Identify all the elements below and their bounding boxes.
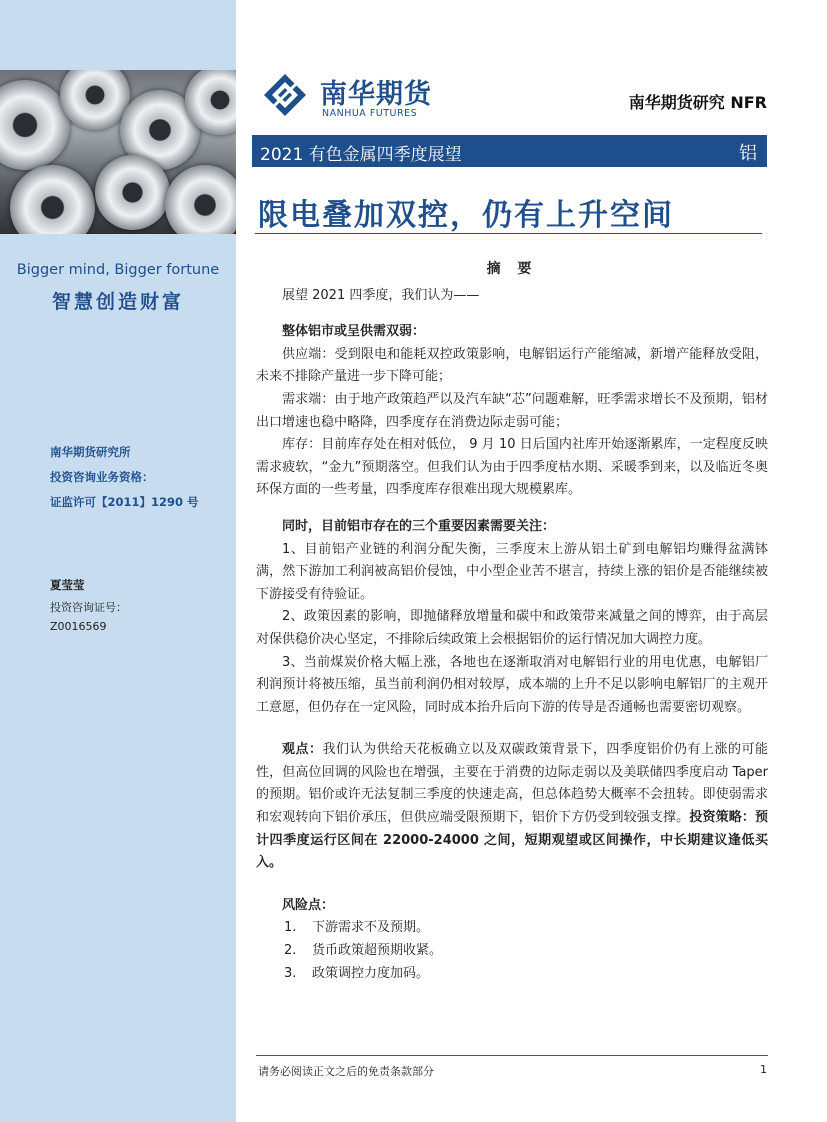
section-2-title: 同时，目前铝市存在的三个重要因素需要关注： bbox=[282, 518, 556, 534]
nanhua-logo-icon bbox=[262, 72, 308, 118]
disclaimer-note: 请务必阅读正文之后的免责条款部分 bbox=[258, 1065, 434, 1078]
analyst-cert-label: 投资咨询证号： bbox=[50, 601, 127, 614]
brand-label: 南华期货研究 NFR bbox=[628, 93, 767, 112]
demand-paragraph: 需求端：由于地产政策趋严以及汽车缺“芯”问题难解，旺季需求增长不及预期，铝材出口增速也稳中略降，四季度存在消费边际走弱可能； bbox=[256, 391, 768, 430]
risk-item-number: 3. bbox=[284, 965, 297, 981]
view-text: 我们认为供给天花板确立以及双碳政策背景下，四季度铝价仍有上涨的可能性，但高位回调的风险也在增强，主要在于消费的边际走弱以及美联储四季度启动 Taper 的预期。铝价或许无法复制三季度的快速走高，但总体趋势大概率不会扭转。即使弱需求和宏观转向下铝价承压，但供应端受限预期下，铝价下方仍受到较强支撑。 bbox=[256, 742, 768, 826]
company-logo bbox=[262, 70, 462, 122]
view-label: 观点： bbox=[282, 742, 323, 758]
section-1-title: 整体铝市或呈供需双弱： bbox=[282, 324, 426, 340]
footer-divider bbox=[256, 1055, 768, 1056]
risk-title: 风险点： bbox=[282, 897, 335, 913]
analyst-name: 夏莹莹 bbox=[50, 578, 85, 592]
logo-english-text: NANHUA FUTURES bbox=[322, 108, 418, 119]
qualification-label: 投资咨询业务资格： bbox=[50, 470, 154, 484]
sidebar bbox=[0, 0, 236, 1122]
strategy-label: 投资策略： bbox=[689, 810, 755, 826]
risk-item-text: 货币政策超预期收紧。 bbox=[312, 943, 443, 959]
risk-item-text: 下游需求不及预期。 bbox=[312, 920, 430, 936]
risk-item-text: 政策调控力度加码。 bbox=[312, 965, 430, 981]
page-number: 1 bbox=[760, 1063, 767, 1076]
risk-item bbox=[256, 940, 768, 963]
factor-2-paragraph: 2、政策因素的影响，即抛储释放增量和碳中和政策带来减量之间的博弈，由于高层对保供稳价决心坚定，不排除后续政策上会根据铝价的运行情况加大调控力度。 bbox=[256, 609, 768, 647]
institute-name: 南华期货研究所 bbox=[50, 445, 131, 459]
title-divider bbox=[255, 233, 762, 234]
risk-item-number: 1. bbox=[284, 920, 297, 936]
commodity-label: 铝 bbox=[739, 143, 757, 164]
abstract-section bbox=[256, 258, 768, 985]
license-number: 证监许可【2011】1290 号 bbox=[50, 495, 199, 509]
logo-chinese-text: 南华期货 bbox=[320, 79, 432, 110]
view-paragraph bbox=[256, 739, 768, 875]
report-banner bbox=[252, 135, 767, 167]
analyst-cert-number: Z0016569 bbox=[50, 620, 107, 633]
page-title: 限电叠加双控，仍有上升空间 bbox=[258, 198, 674, 233]
factor-1-paragraph: 1、目前铝产业链的利润分配失衡，三季度末上游从铝土矿到电解铝均赚得盆满钵满，然下游加工利润被高铝价侵蚀，中小型企业苦不堪言，持续上涨的铝价是否能继续被下游接受有待验证。 bbox=[256, 541, 768, 602]
abstract-intro: 展望 2021 四季度，我们认为—— bbox=[282, 287, 480, 303]
abstract-title: 摘 要 bbox=[486, 261, 538, 277]
tagline-english: Bigger mind, Bigger fortune bbox=[16, 262, 220, 278]
risk-list bbox=[256, 917, 768, 985]
risk-item bbox=[256, 917, 768, 940]
strategy-text: 预计四季度运行区间在 22000-24000 之间，短期观望或区间操作，中长期建议逢低买入。 bbox=[256, 810, 768, 871]
tagline-chinese: 智慧创造财富 bbox=[51, 291, 184, 313]
risk-item-number: 2. bbox=[284, 943, 297, 959]
inventory-paragraph: 库存：目前库存处在相对低位， 9 月 10 日后国内社库开始逐渐累库，一定程度反映需求疲软，“金九”预期落空。但我们认为由于四季度枯水期、采暖季到来，以及临近冬奥环保方面的一些考量，四季度库存很难出现大规模累库。 bbox=[256, 437, 768, 498]
report-series-title: 2021 有色金属四季度展望 bbox=[260, 145, 462, 165]
supply-paragraph: 供应端：受到限电和能耗双控政策影响，电解铝运行产能缩减，新增产能释放受阻，未来不排除产量进一步下降可能； bbox=[256, 346, 768, 385]
aluminum-coils-photo bbox=[0, 70, 236, 234]
factor-3-paragraph: 3、当前煤炭价格大幅上涨，各地也在逐渐取消对电解铝行业的用电优惠，电解铝厂利润预计将被压缩，虽当前利润仍相对较厚，成本端的上升不足以影响电解铝厂的主观开工意愿，但仍存在一定风险，同时成本抬升后向下游的传导是否通畅也需要密切观察。 bbox=[256, 654, 768, 715]
risk-item bbox=[256, 963, 768, 986]
